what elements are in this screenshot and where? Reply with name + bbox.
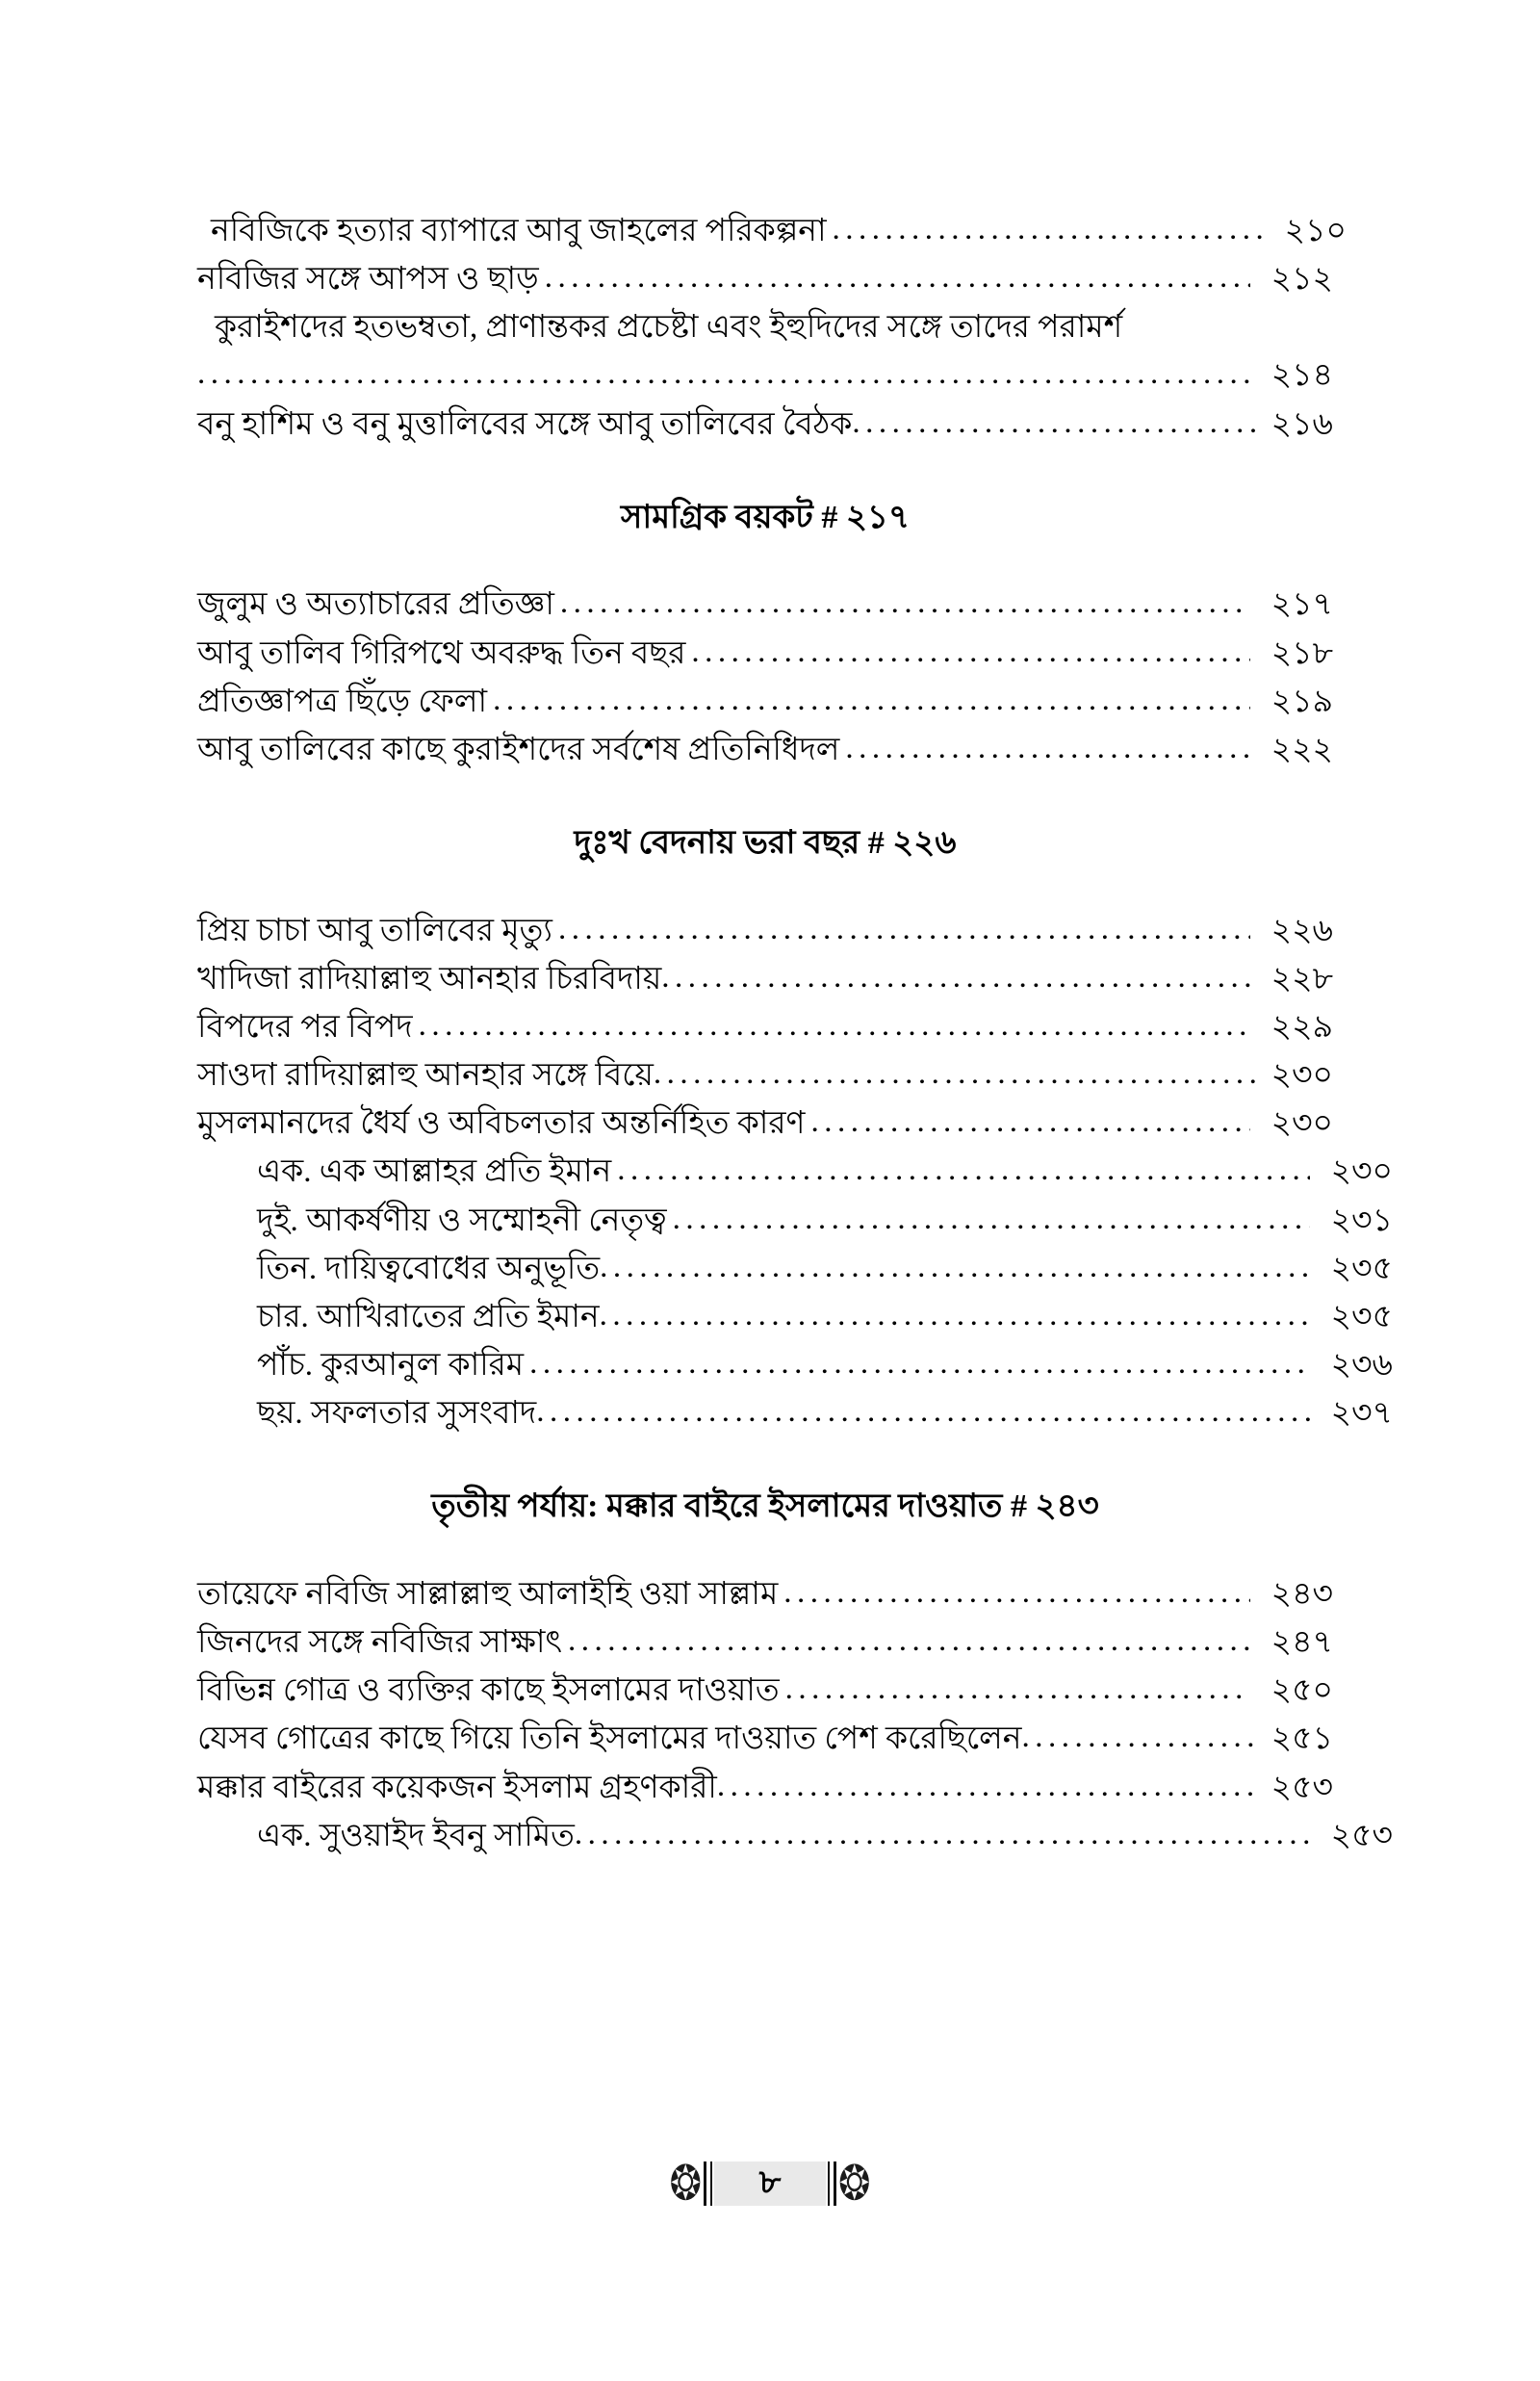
toc-entry[interactable] bbox=[197, 1341, 1393, 1389]
toc-entry-label: জিনদের সঙ্গে নবিজির সাক্ষাৎ bbox=[197, 1625, 563, 1661]
dot-leader bbox=[691, 628, 1250, 676]
toc-page-number: ২২২ bbox=[1270, 732, 1333, 767]
toc-page-number: ২৫৩ bbox=[1330, 1818, 1393, 1853]
toc-entry-label: তায়েফে নবিজি সাল্লাল্লাহু আলাইহি ওয়া সাল্লাম bbox=[197, 1576, 779, 1612]
toc-page-number: ২১৬ bbox=[1270, 406, 1333, 442]
toc-entry[interactable] bbox=[197, 1293, 1393, 1341]
dot-leader bbox=[493, 676, 1250, 724]
toc-entry[interactable] bbox=[197, 1003, 1333, 1051]
spacer bbox=[197, 774, 1333, 820]
dot-leader bbox=[1021, 1713, 1256, 1761]
section-heading: তৃতীয় পর্যায়: মক্কার বাইরে ইসলামের দাওয়াত # ২৪৩ bbox=[431, 1488, 1099, 1525]
footer-ornament-group bbox=[669, 2156, 871, 2211]
toc-page-number: ২২৯ bbox=[1270, 1009, 1333, 1045]
dot-leader bbox=[529, 1339, 1310, 1387]
toc-page-number: ২১৪ bbox=[1270, 358, 1333, 394]
toc-entry-label: মুসলমানদের ধৈর্য ও অবিচলতার অন্তর্নিহিত কারণ bbox=[197, 1106, 806, 1142]
toc-entry-label: চার. আখিরাতের প্রতি ইমান bbox=[257, 1299, 600, 1334]
dot-leader bbox=[545, 253, 1250, 301]
toc-page-number: ২৫১ bbox=[1270, 1721, 1333, 1757]
toc-entry[interactable] bbox=[197, 955, 1333, 1003]
toc-entry-label: প্রতিজ্ঞাপত্র ছিঁড়ে ফেলা bbox=[197, 684, 488, 719]
dot-leader bbox=[661, 953, 1256, 1001]
dot-leader bbox=[845, 724, 1250, 772]
floral-ornament-icon-left: ❂ bbox=[669, 2156, 702, 2211]
toc-entry[interactable] bbox=[197, 907, 1333, 955]
toc-entry[interactable] bbox=[197, 303, 1333, 400]
toc-page-number: ২১২ bbox=[1270, 262, 1333, 298]
toc-entry-label: খাদিজা রাদিয়াল্লাহু আনহার চিরবিদায় bbox=[197, 961, 662, 996]
toc-page-number: ২৪৩ bbox=[1270, 1576, 1333, 1612]
footer-rule-left-inner bbox=[710, 2161, 712, 2206]
toc-entry-leader-row bbox=[197, 351, 1333, 400]
dot-leader bbox=[419, 1001, 1250, 1049]
toc-entry-label: তিন. দায়িত্ববোধের অনুভূতি bbox=[257, 1251, 601, 1286]
dot-leader bbox=[654, 1049, 1256, 1098]
dot-leader bbox=[600, 1291, 1316, 1339]
toc-entry[interactable] bbox=[197, 630, 1333, 678]
toc-entry[interactable] bbox=[197, 1618, 1333, 1667]
toc-entry-label: পাঁচ. কুরআনুল কারিম bbox=[257, 1348, 525, 1383]
footer-rule-right-outer bbox=[834, 2161, 836, 2206]
toc-entry[interactable] bbox=[197, 1148, 1393, 1196]
footer-rule-right-inner bbox=[828, 2161, 830, 2206]
toc-entry-label: এক. সুওয়াইদ ইবনু সামিত bbox=[257, 1818, 575, 1853]
dot-leader bbox=[575, 1810, 1316, 1858]
spacer bbox=[197, 540, 1333, 581]
toc-entry[interactable] bbox=[197, 1051, 1333, 1100]
floral-ornament-icon-right: ❂ bbox=[838, 2156, 871, 2211]
toc-entry-label: বিভিন্ন গোত্র ও ব্যক্তির কাছে ইসলামের দাওয়াত bbox=[197, 1673, 780, 1709]
toc-entry[interactable] bbox=[197, 1389, 1393, 1437]
dot-leader bbox=[568, 1617, 1250, 1665]
toc-page-number: ২৩৫ bbox=[1330, 1299, 1393, 1334]
toc-entry-label: আবু তালিবের কাছে কুরাইশদের সর্বশেষ প্রতিনিধিদল bbox=[197, 732, 840, 767]
dot-leader bbox=[833, 205, 1264, 253]
page-number: ৮ bbox=[714, 2161, 826, 2206]
toc-page-number: ২২৮ bbox=[1270, 961, 1333, 996]
spacer bbox=[197, 1437, 1333, 1484]
toc-entry[interactable] bbox=[197, 401, 1333, 449]
toc-entry-label: সাওদা রাদিয়াল্লাহু আনহার সঙ্গে বিয়ে bbox=[197, 1058, 654, 1094]
toc-page-number: ২১০ bbox=[1284, 214, 1347, 248]
toc-entry-label: কুরাইশদের হতভম্বতা, প্রাণান্তকর প্রচেষ্টা এবং ইহুদিদের সঙ্গে তাদের পরামর্শ bbox=[215, 310, 1123, 346]
dot-leader bbox=[810, 1098, 1250, 1146]
dot-leader bbox=[783, 1568, 1250, 1617]
section-heading: দুঃখ বেদনায় ভরা বছর # ২২৬ bbox=[574, 825, 957, 861]
toc-entry[interactable] bbox=[197, 581, 1333, 629]
dot-leader bbox=[558, 905, 1250, 953]
toc-page-number: ২৪৭ bbox=[1270, 1625, 1333, 1661]
toc-entry[interactable] bbox=[197, 1100, 1333, 1148]
dot-leader bbox=[197, 349, 1250, 398]
toc-entry[interactable] bbox=[197, 207, 1347, 255]
spacer bbox=[197, 1530, 1333, 1570]
spacer bbox=[197, 449, 1333, 495]
toc-page-number: ২১৭ bbox=[1270, 587, 1333, 623]
toc-entry-label: প্রিয় চাচা আবু তালিবের মৃত্যু bbox=[197, 913, 552, 948]
dot-leader bbox=[852, 399, 1256, 447]
toc-entry[interactable] bbox=[197, 1197, 1393, 1245]
toc-entry[interactable] bbox=[197, 1715, 1333, 1763]
toc-entry-label: এক. এক আল্লাহর প্রতি ইমান bbox=[257, 1154, 612, 1190]
toc-page-number: ২১৯ bbox=[1270, 684, 1333, 719]
spacer bbox=[197, 867, 1333, 907]
toc-content bbox=[197, 207, 1393, 1860]
dot-leader bbox=[560, 579, 1250, 627]
dot-leader bbox=[785, 1665, 1250, 1713]
toc-entry-label: মক্কার বাইরের কয়েকজন ইসলাম গ্রহণকারী bbox=[197, 1770, 717, 1805]
toc-entry-label: ছয়. সফলতার সুসংবাদ bbox=[257, 1396, 537, 1432]
toc-entry[interactable] bbox=[197, 726, 1333, 774]
toc-entry-label: নবিজিকে হত্যার ব্যাপারে আবু জাহলের পরিকল্পনা bbox=[211, 214, 827, 248]
toc-entry-label: বনু হাশিম ও বনু মুত্তালিবের সঙ্গে আবু তালিবের বৈঠক bbox=[197, 406, 853, 442]
toc-page-number: ২২৬ bbox=[1270, 913, 1333, 948]
toc-page-number: ২৩০ bbox=[1270, 1058, 1333, 1094]
dot-leader bbox=[536, 1387, 1316, 1436]
toc-page-number: ২৩৬ bbox=[1330, 1348, 1393, 1383]
toc-page-number: ২৩৭ bbox=[1330, 1396, 1393, 1432]
page-footer bbox=[0, 2156, 1540, 2211]
toc-entry-label: বিপদের পর বিপদ bbox=[197, 1009, 413, 1045]
toc-entry[interactable] bbox=[197, 1812, 1393, 1860]
toc-entry-label: যেসব গোত্রের কাছে গিয়ে তিনি ইসলামের দাওয়াত পেশ করেছিলেন bbox=[197, 1721, 1022, 1757]
toc-entry[interactable] bbox=[197, 1570, 1333, 1618]
toc-entry[interactable] bbox=[197, 1245, 1393, 1293]
toc-entry-label: আবু তালিব গিরিপথে অবরুদ্ধ তিন বছর bbox=[197, 635, 686, 671]
toc-entry-label: জুলুম ও অত্যাচারের প্রতিজ্ঞা bbox=[197, 587, 554, 623]
toc-entry[interactable] bbox=[197, 1764, 1333, 1812]
toc-entry-label: দুই. আকর্ষণীয় ও সম্মোহনী নেতৃত্ব bbox=[257, 1203, 667, 1238]
toc-entry[interactable] bbox=[197, 1667, 1333, 1715]
toc-page-number: ২৫৩ bbox=[1270, 1770, 1333, 1805]
toc-page-number: ২৩০ bbox=[1330, 1154, 1393, 1190]
toc-entry[interactable] bbox=[197, 678, 1333, 726]
footer-rule-left-outer bbox=[704, 2161, 706, 2206]
dot-leader bbox=[673, 1195, 1310, 1243]
dot-leader bbox=[600, 1243, 1316, 1291]
toc-entry-label: নবিজির সঙ্গে আপস ও ছাড় bbox=[197, 262, 539, 298]
section-heading: সামগ্রিক বয়কট # ২১৭ bbox=[620, 499, 911, 535]
toc-page-number: ২৩০ bbox=[1270, 1106, 1333, 1142]
toc-page-number: ২১৮ bbox=[1270, 635, 1333, 671]
dot-leader bbox=[617, 1146, 1310, 1194]
toc-page-number: ২৩৫ bbox=[1330, 1251, 1393, 1286]
toc-page-number: ২৫০ bbox=[1270, 1673, 1333, 1709]
dot-leader bbox=[717, 1762, 1256, 1810]
toc-entry[interactable] bbox=[197, 255, 1333, 303]
toc-page-number: ২৩১ bbox=[1330, 1203, 1393, 1238]
